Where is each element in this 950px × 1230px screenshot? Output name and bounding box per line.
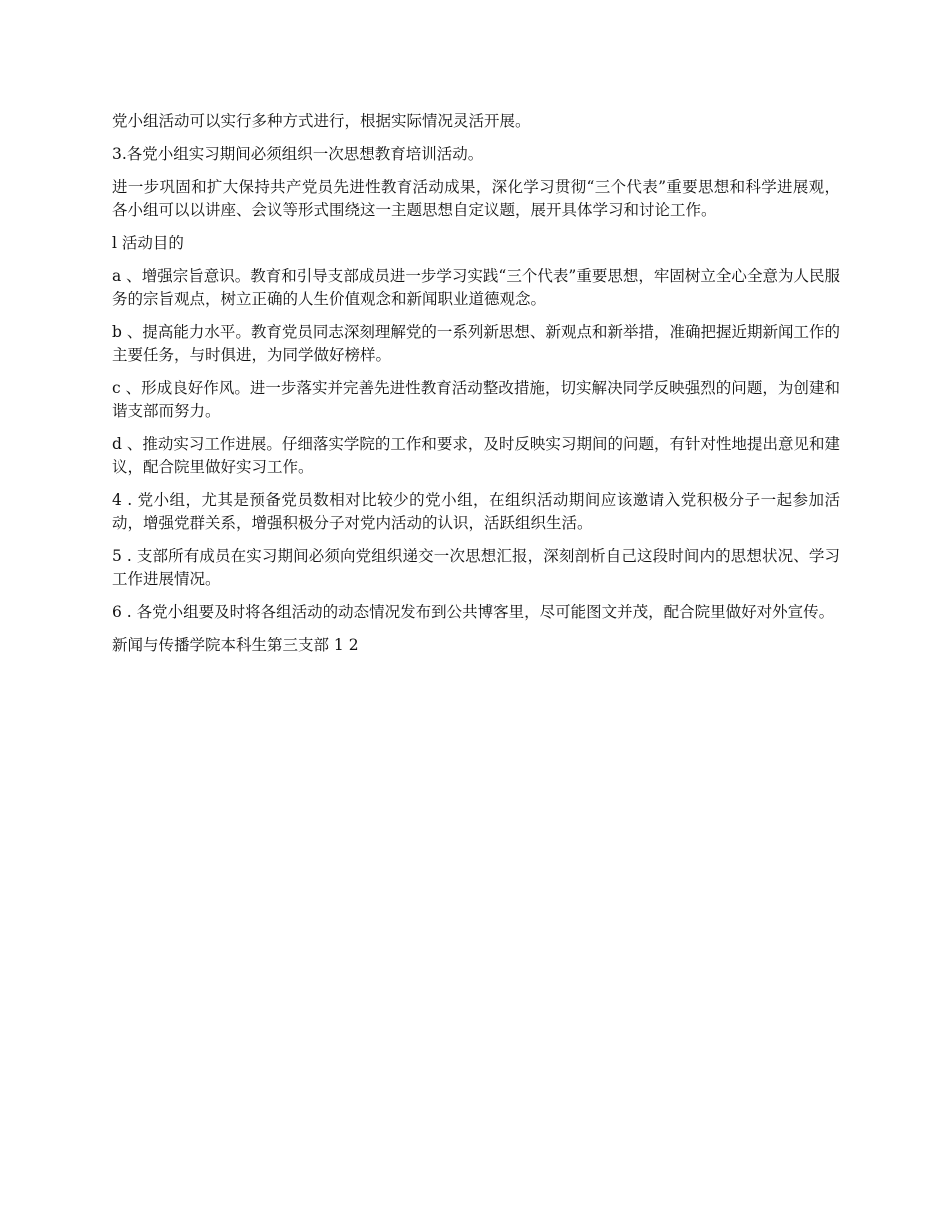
paragraph-activity-format: 党小组活动可以实行多种方式进行，根据实际情况灵活开展。 — [112, 112, 531, 130]
paragraph-purpose-b: b 、提高能力水平。教育党员同志深刻理解党的一系列新思想、新观点和新举措，准确把握近期新闻工作的主要任务，与时俱进，为同学做好榜样。 — [112, 323, 840, 364]
paragraph-item-5: 5 . 支部所有成员在实习期间必须向党组织递交一次思想汇报，深刻剖析自己这段时间内的思想状况、学习工作进展情况。 — [112, 547, 840, 588]
paragraph-item-4: 4 . 党小组，尤其是预备党员数相对比较少的党小组，在组织活动期间应该邀请入党积极分子一起参加活动，增强党群关系，增强积极分子对党内活动的认识，活跃组织生活。 — [112, 491, 840, 532]
paragraph-item-6: 6 . 各党小组要及时将各组活动的动态情况发布到公共博客里，尽可能图文并茂，配合院里做好对外宣传。 — [112, 603, 835, 621]
paragraph-purpose-heading: l 活动目的 — [112, 234, 184, 252]
paragraph-purpose-a: a 、增强宗旨意识。教育和引导支部成员进一步学习实践“三个代表”重要思想，牢固树立全心全意为人民服务的宗旨观点，树立正确的人生价值观念和新闻职业道德观念。 — [112, 267, 840, 308]
paragraph-purpose-c: c 、形成良好作风。进一步落实并完善先进性教育活动整改措施，切实解决同学反映强烈的问题，为创建和谐支部而努力。 — [112, 379, 840, 420]
paragraph-purpose-d: d 、推动实习工作进展。仔细落实学院的工作和要求，及时反映实习期间的问题，有针对性地提出意见和建议，配合院里做好实习工作。 — [112, 435, 840, 476]
paragraph-item-3-body: 进一步巩固和扩大保持共产党员先进性教育活动成果，深化学习贯彻“三个代表”重要思想和科学进展观，各小组可以以讲座、会议等形式围绕这一主题思想自定议题，展开具体学习和讨论工作。 — [112, 178, 840, 219]
paragraph-item-3-heading: 3.各党小组实习期间必须组织一次思想教育培训活动。 — [112, 145, 484, 163]
signature-line: 新闻与传播学院本科生第三支部 1 2 — [112, 636, 359, 654]
document-body — [112, 110, 840, 667]
